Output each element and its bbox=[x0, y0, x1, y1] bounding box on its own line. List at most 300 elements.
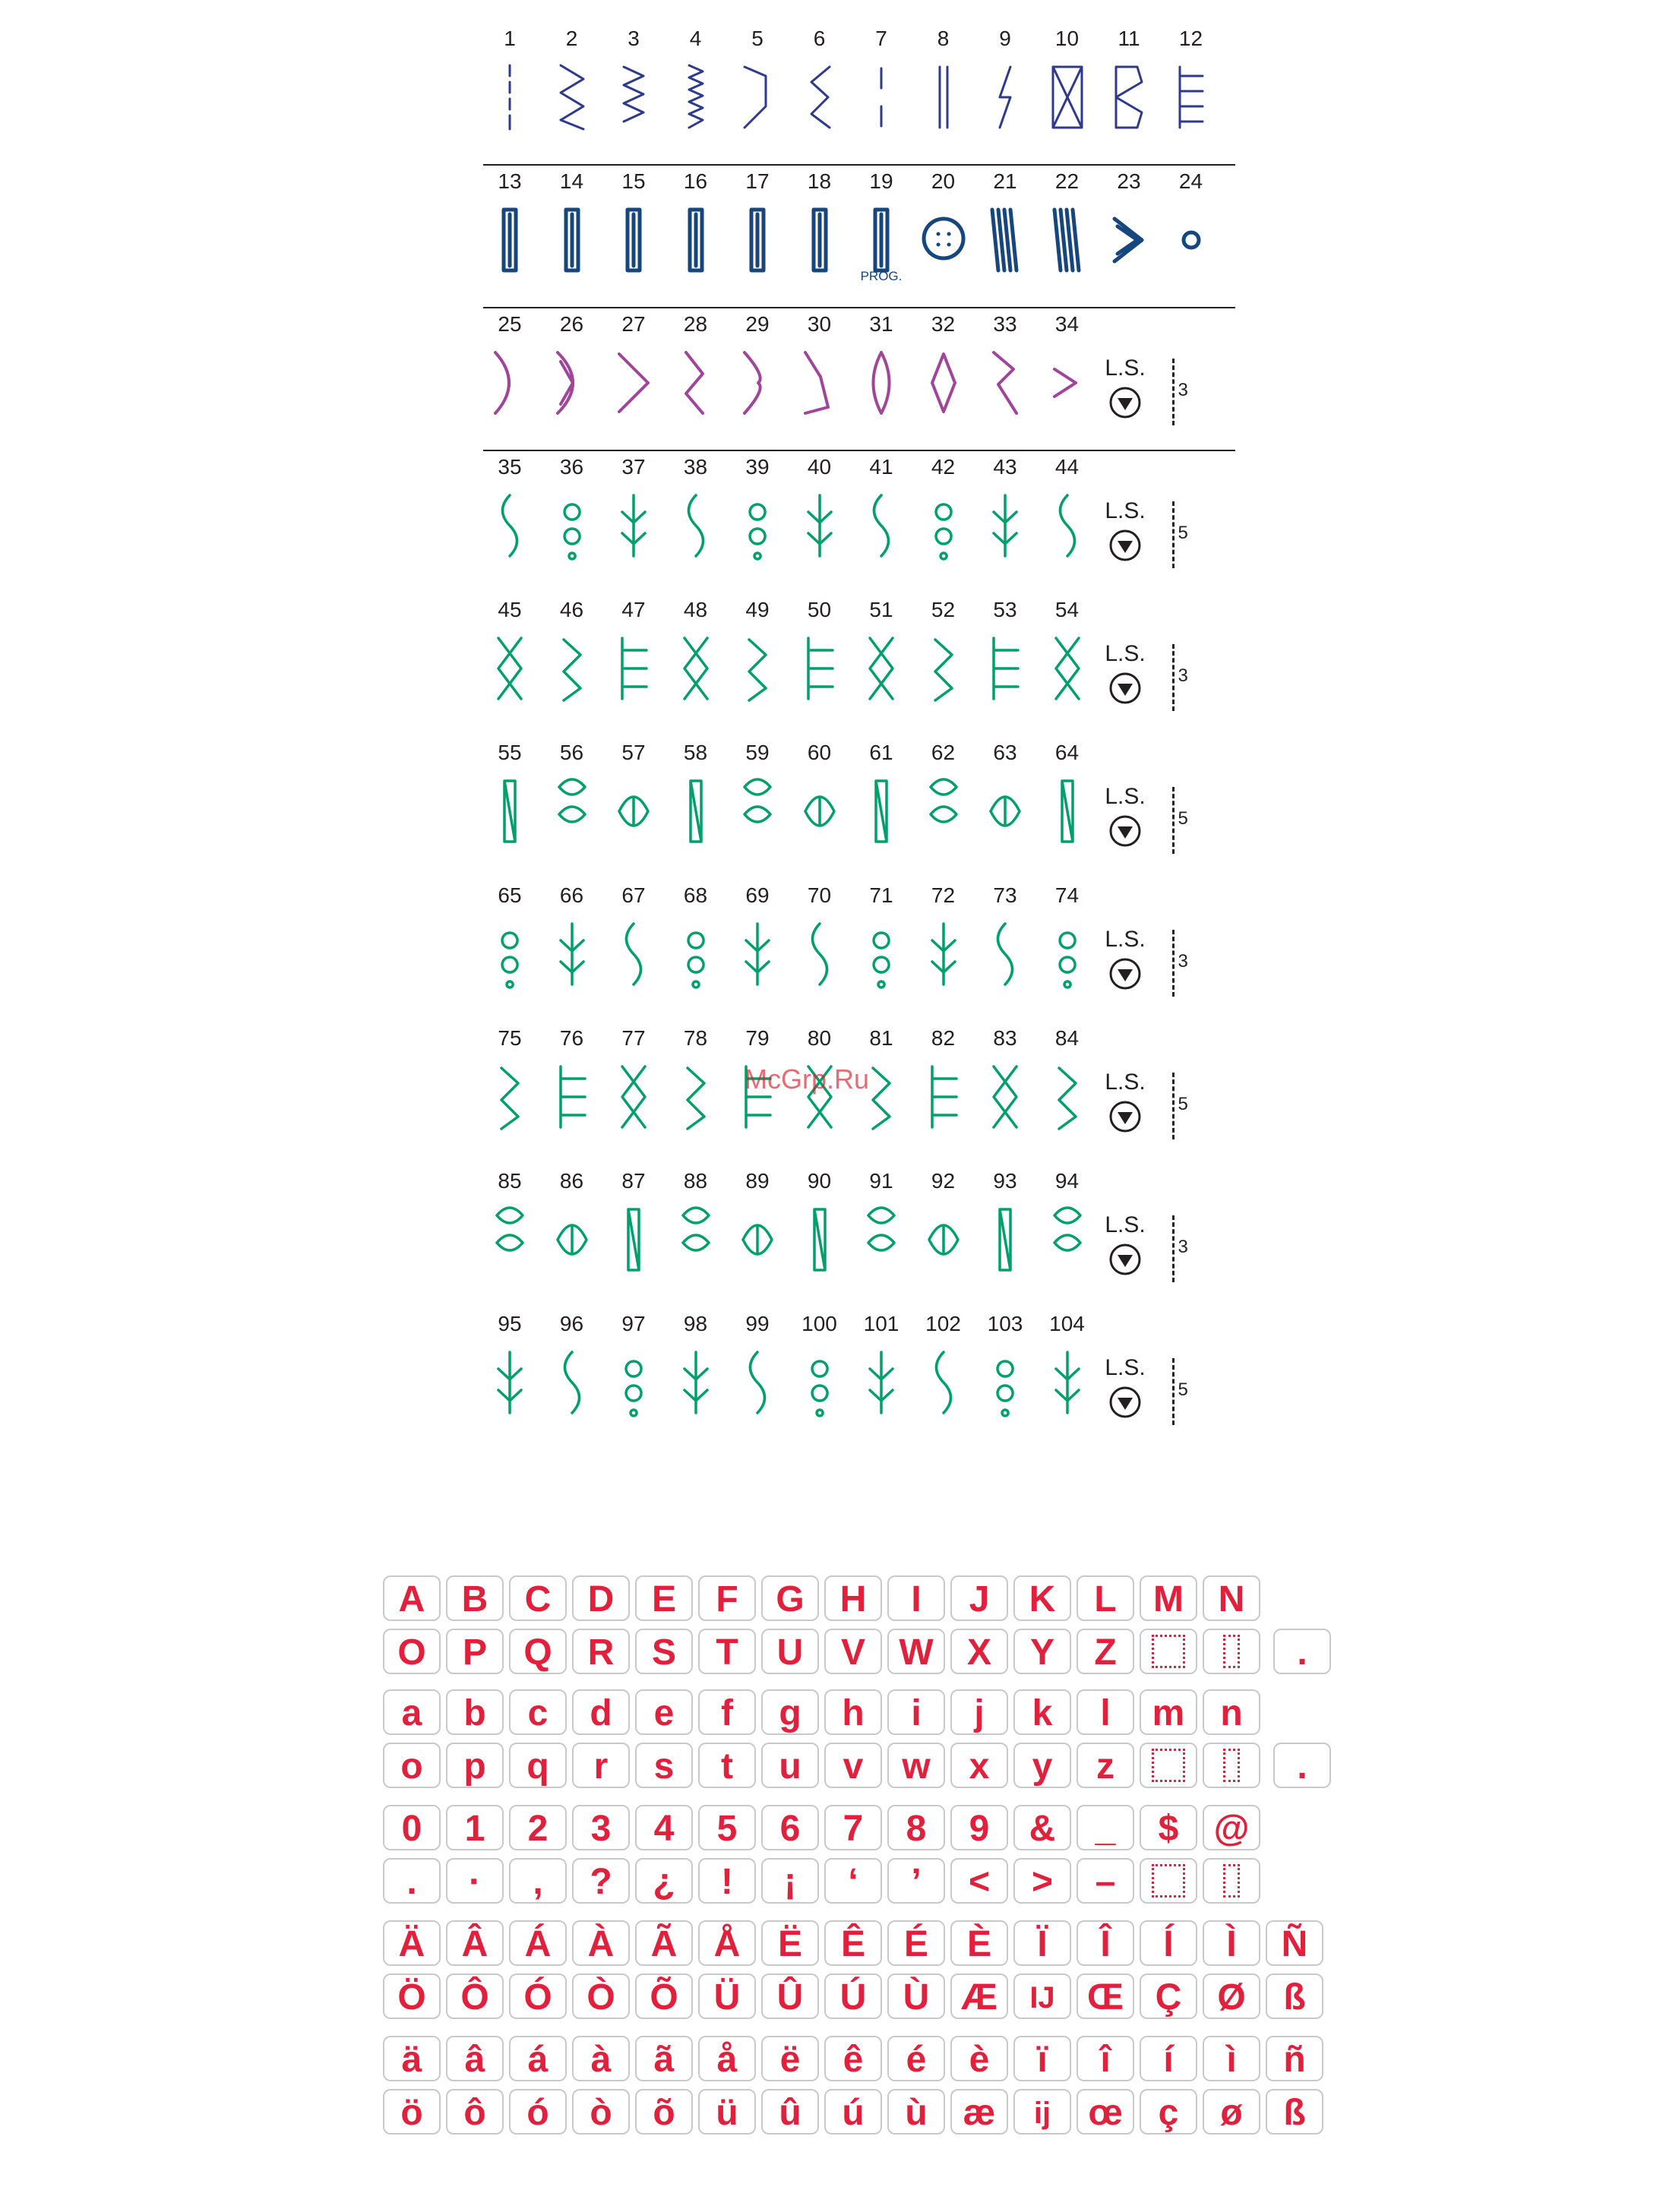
stitch-pattern-icon bbox=[735, 61, 779, 134]
stitch-cell bbox=[979, 166, 1032, 308]
prog-label: PROG. bbox=[860, 269, 903, 283]
stitch-cell bbox=[793, 166, 846, 308]
character-key[interactable]: h bbox=[824, 1689, 882, 1735]
character-key[interactable]: X bbox=[950, 1629, 1008, 1674]
character-key[interactable]: V bbox=[824, 1629, 882, 1674]
stitch-row bbox=[483, 594, 1235, 737]
character-key[interactable]: w bbox=[887, 1743, 945, 1788]
character-key[interactable]: 2 bbox=[509, 1805, 567, 1850]
character-key[interactable]: e bbox=[635, 1689, 693, 1735]
character-key[interactable]: u bbox=[761, 1743, 819, 1788]
stitch-pattern-icon bbox=[922, 775, 966, 848]
stitch-number: 3 bbox=[628, 27, 640, 50]
stitch-cell bbox=[483, 451, 536, 594]
character-key[interactable]: m bbox=[1140, 1689, 1197, 1735]
stitch-pattern-icon bbox=[798, 918, 842, 991]
character-key[interactable]: ß bbox=[1266, 2089, 1323, 2135]
key-row bbox=[383, 1629, 1333, 1682]
stitch-pattern-icon bbox=[859, 61, 903, 134]
character-key[interactable]: ô bbox=[446, 2089, 504, 2135]
stitch-cell bbox=[979, 1022, 1032, 1165]
stitch-cell bbox=[1102, 166, 1156, 308]
stitch-cell bbox=[669, 23, 722, 166]
stitch-cell bbox=[917, 451, 970, 594]
character-key[interactable]: î bbox=[1077, 2036, 1134, 2081]
stitch-number: 65 bbox=[498, 883, 522, 907]
character-key[interactable]: a bbox=[383, 1689, 441, 1735]
character-key[interactable]: ‘ bbox=[824, 1858, 882, 1904]
character-key[interactable]: ¡ bbox=[761, 1858, 819, 1904]
stitch-cell bbox=[1102, 23, 1156, 166]
character-key[interactable]: ö bbox=[383, 2089, 441, 2135]
character-key[interactable]: Û bbox=[761, 1973, 819, 2019]
stitch-cell bbox=[917, 166, 970, 308]
stitch-pattern-icon bbox=[859, 775, 903, 848]
character-key[interactable]: c bbox=[509, 1689, 567, 1735]
character-key[interactable]: R bbox=[572, 1629, 630, 1674]
stitch-pattern-icon bbox=[612, 204, 656, 276]
space-narrow-icon bbox=[1223, 1635, 1240, 1668]
character-key[interactable]: Ü bbox=[698, 1973, 756, 2019]
character-key[interactable]: Ï bbox=[1013, 1920, 1071, 1966]
character-key[interactable]: W bbox=[887, 1629, 945, 1674]
character-key[interactable]: 9 bbox=[950, 1805, 1008, 1850]
ls-indicator bbox=[1095, 356, 1156, 431]
character-key[interactable]: Ñ bbox=[1266, 1920, 1323, 1966]
character-key[interactable]: Ä bbox=[383, 1920, 441, 1966]
character-key[interactable]: l bbox=[1077, 1689, 1134, 1735]
stitch-pattern-icon bbox=[612, 1203, 656, 1276]
character-key[interactable]: É bbox=[887, 1920, 945, 1966]
character-key[interactable]: ñ bbox=[1266, 2036, 1323, 2081]
stitch-cell bbox=[1041, 23, 1094, 166]
space-wide-icon bbox=[1152, 1749, 1185, 1782]
stitch-cell bbox=[607, 880, 660, 1022]
character-key[interactable]: B bbox=[446, 1575, 504, 1621]
character-key[interactable]: Ã bbox=[635, 1920, 693, 1966]
length-marker bbox=[1166, 501, 1197, 571]
character-key[interactable]: Ò bbox=[572, 1973, 630, 2019]
character-key[interactable]: g bbox=[761, 1689, 819, 1735]
character-key[interactable] bbox=[1140, 1743, 1197, 1788]
character-key[interactable]: 5 bbox=[698, 1805, 756, 1850]
stitch-row bbox=[483, 451, 1235, 594]
character-key[interactable]: ä bbox=[383, 2036, 441, 2081]
character-key[interactable]: G bbox=[761, 1575, 819, 1621]
stitch-number: 92 bbox=[931, 1169, 956, 1193]
stitch-pattern-icon bbox=[488, 1060, 532, 1133]
stitch-pattern-icon bbox=[798, 489, 842, 562]
stitch-cell bbox=[669, 451, 722, 594]
character-key[interactable]: x bbox=[950, 1743, 1008, 1788]
character-key[interactable]: ß bbox=[1266, 1973, 1323, 2019]
character-key[interactable]: M bbox=[1140, 1575, 1197, 1621]
stitch-number: 27 bbox=[621, 312, 646, 336]
character-key[interactable] bbox=[1140, 1858, 1197, 1904]
stitch-pattern-icon bbox=[983, 1346, 1027, 1419]
character-key[interactable]: O bbox=[383, 1629, 441, 1674]
stitch-cell bbox=[793, 1165, 846, 1308]
stitch-pattern-icon bbox=[488, 918, 532, 991]
down-arrow-circle-icon bbox=[1108, 1243, 1142, 1276]
stitch-number: 22 bbox=[1054, 169, 1080, 193]
stitch-cell bbox=[855, 166, 908, 308]
character-key[interactable]: E bbox=[635, 1575, 693, 1621]
character-key[interactable]: 0 bbox=[383, 1805, 441, 1850]
character-key[interactable]: y bbox=[1013, 1743, 1071, 1788]
character-key[interactable]: ij bbox=[1013, 2089, 1071, 2135]
stitch-number: 48 bbox=[683, 598, 708, 621]
character-key[interactable]: è bbox=[950, 2036, 1008, 2081]
character-key[interactable]: S bbox=[635, 1629, 693, 1674]
stitch-cell bbox=[1041, 1165, 1094, 1308]
stitch-pattern-icon bbox=[488, 1346, 532, 1419]
character-key[interactable]: $ bbox=[1140, 1805, 1197, 1850]
stitch-pattern-icon bbox=[550, 204, 594, 276]
stitch-pattern-icon bbox=[674, 1060, 718, 1133]
stitch-cell bbox=[545, 166, 599, 308]
character-key[interactable]: œ bbox=[1077, 2089, 1134, 2135]
character-key[interactable]: i bbox=[887, 1689, 945, 1735]
character-key[interactable]: @ bbox=[1203, 1805, 1260, 1850]
character-key[interactable]: b bbox=[446, 1689, 504, 1735]
character-key[interactable]: Ë bbox=[761, 1920, 819, 1966]
stitch-number: 89 bbox=[745, 1169, 770, 1193]
stitch-number: 9 bbox=[999, 27, 1011, 50]
character-key[interactable]: È bbox=[950, 1920, 1008, 1966]
length-dash-line bbox=[1172, 787, 1175, 854]
length-value: 3 bbox=[1178, 951, 1188, 972]
stitch-cell bbox=[483, 880, 536, 1022]
stitch-number: 88 bbox=[683, 1169, 708, 1193]
character-key[interactable] bbox=[1203, 1629, 1260, 1674]
character-key[interactable]: Ô bbox=[446, 1973, 504, 2019]
stitch-cell bbox=[731, 308, 784, 451]
stitch-number: 28 bbox=[683, 312, 708, 336]
character-key[interactable]: J bbox=[950, 1575, 1008, 1621]
stitch-number: 52 bbox=[931, 598, 956, 621]
stitch-pattern-icon bbox=[674, 61, 718, 134]
stitch-pattern-icon bbox=[859, 1203, 903, 1276]
length-dash-line bbox=[1172, 644, 1175, 711]
length-value: 5 bbox=[1178, 1379, 1188, 1400]
stitch-number: 70 bbox=[807, 883, 832, 907]
stitch-number: 47 bbox=[621, 598, 646, 621]
character-key[interactable]: 6 bbox=[761, 1805, 819, 1850]
character-key[interactable]: < bbox=[950, 1858, 1008, 1904]
stitch-cell bbox=[483, 1165, 536, 1308]
character-key[interactable]: À bbox=[572, 1920, 630, 1966]
character-key[interactable]: C bbox=[509, 1575, 567, 1621]
character-key[interactable]: 1 bbox=[446, 1805, 504, 1850]
character-key[interactable]: 8 bbox=[887, 1805, 945, 1850]
character-key[interactable]: ü bbox=[698, 2089, 756, 2135]
character-key[interactable]: . bbox=[1273, 1743, 1331, 1788]
stitch-number: 45 bbox=[498, 598, 522, 621]
character-key[interactable]: L bbox=[1077, 1575, 1134, 1621]
character-key[interactable] bbox=[1140, 1629, 1197, 1674]
character-key[interactable]: j bbox=[950, 1689, 1008, 1735]
stitch-number: 96 bbox=[559, 1312, 584, 1335]
character-key[interactable]: Q bbox=[509, 1629, 567, 1674]
stitch-pattern-icon bbox=[859, 632, 903, 705]
character-key[interactable]: IJ bbox=[1013, 1973, 1071, 2019]
stitch-row bbox=[483, 308, 1235, 451]
character-key[interactable]: . bbox=[383, 1858, 441, 1904]
stitch-number: 20 bbox=[931, 169, 956, 193]
stitch-pattern-icon bbox=[922, 1203, 966, 1276]
character-key[interactable]: t bbox=[698, 1743, 756, 1788]
stitch-cell bbox=[1041, 737, 1094, 880]
character-key[interactable]: ë bbox=[761, 2036, 819, 2081]
stitch-number: 71 bbox=[869, 883, 893, 907]
ls-label: L.S. bbox=[1105, 356, 1146, 381]
stitch-number: 24 bbox=[1178, 169, 1203, 193]
character-key[interactable]: · bbox=[446, 1858, 504, 1904]
character-key[interactable]: Ú bbox=[824, 1973, 882, 2019]
stitch-cell bbox=[669, 308, 722, 451]
space-narrow-icon bbox=[1223, 1749, 1240, 1782]
length-value: 3 bbox=[1178, 665, 1188, 686]
key-row bbox=[383, 1920, 1333, 1973]
stitch-cell bbox=[731, 1165, 784, 1308]
stitch-cell bbox=[979, 880, 1032, 1022]
character-key[interactable]: ã bbox=[635, 2036, 693, 2081]
stitch-pattern-icon bbox=[612, 489, 656, 562]
character-key[interactable]: Œ bbox=[1077, 1973, 1134, 2019]
stitch-number: 15 bbox=[621, 169, 646, 193]
stitch-cell bbox=[1041, 880, 1094, 1022]
character-key[interactable]: ú bbox=[824, 2089, 882, 2135]
character-key[interactable]: z bbox=[1077, 1743, 1134, 1788]
stitch-cell bbox=[607, 1165, 660, 1308]
character-key[interactable]: o bbox=[383, 1743, 441, 1788]
stitch-number: 60 bbox=[807, 741, 832, 764]
character-key[interactable]: – bbox=[1077, 1858, 1134, 1904]
character-key[interactable]: ù bbox=[887, 2089, 945, 2135]
stitch-pattern-icon bbox=[1045, 1346, 1089, 1419]
length-dash-line bbox=[1172, 930, 1175, 997]
character-key[interactable]: D bbox=[572, 1575, 630, 1621]
stitch-number: 102 bbox=[925, 1312, 961, 1335]
stitch-pattern-icon bbox=[983, 1203, 1027, 1276]
stitch-pattern-icon bbox=[1045, 775, 1089, 848]
space-wide-icon bbox=[1152, 1864, 1185, 1898]
stitch-number: 29 bbox=[745, 312, 770, 336]
character-key[interactable]: & bbox=[1013, 1805, 1071, 1850]
length-marker bbox=[1166, 1358, 1197, 1428]
character-key[interactable]: f bbox=[698, 1689, 756, 1735]
stitch-chart bbox=[483, 23, 1235, 1451]
character-key[interactable]: , bbox=[509, 1858, 567, 1904]
stitch-number: 16 bbox=[683, 169, 708, 193]
character-key[interactable]: P bbox=[446, 1629, 504, 1674]
character-key[interactable]: á bbox=[509, 2036, 567, 2081]
stitch-number: 80 bbox=[807, 1026, 832, 1050]
stitch-cell bbox=[731, 880, 784, 1022]
character-key[interactable]: ! bbox=[698, 1858, 756, 1904]
stitch-cell bbox=[669, 737, 722, 880]
stitch-pattern-icon bbox=[612, 1060, 656, 1133]
down-arrow-circle-icon bbox=[1108, 672, 1142, 705]
stitch-number: 39 bbox=[745, 455, 770, 479]
character-key[interactable]: Å bbox=[698, 1920, 756, 1966]
character-key[interactable]: . bbox=[1273, 1629, 1331, 1674]
character-key[interactable]: p bbox=[446, 1743, 504, 1788]
stitch-number: 53 bbox=[993, 598, 1017, 621]
stitch-number: 100 bbox=[801, 1312, 837, 1335]
down-arrow-circle-icon bbox=[1108, 386, 1142, 419]
character-key[interactable]: n bbox=[1203, 1689, 1260, 1735]
key-row bbox=[383, 1743, 1333, 1796]
character-key[interactable]: ç bbox=[1140, 2089, 1197, 2135]
character-key[interactable]: Á bbox=[509, 1920, 567, 1966]
character-key[interactable]: 7 bbox=[824, 1805, 882, 1850]
character-key[interactable]: s bbox=[635, 1743, 693, 1788]
stitch-row bbox=[483, 166, 1235, 308]
stitch-cell bbox=[855, 451, 908, 594]
character-key[interactable] bbox=[1203, 1743, 1260, 1788]
stitch-number: 32 bbox=[931, 312, 956, 336]
stitch-cell bbox=[607, 1308, 660, 1451]
stitch-pattern-icon bbox=[488, 61, 532, 134]
character-key[interactable]: é bbox=[887, 2036, 945, 2081]
character-key[interactable]: Y bbox=[1013, 1629, 1071, 1674]
length-dash-line bbox=[1172, 1358, 1175, 1425]
stitch-cell bbox=[1041, 451, 1094, 594]
character-key[interactable]: Ó bbox=[509, 1973, 567, 2019]
character-key[interactable]: A bbox=[383, 1575, 441, 1621]
stitch-pattern-icon bbox=[859, 204, 903, 276]
down-arrow-circle-icon bbox=[1108, 957, 1142, 991]
character-key[interactable]: Â bbox=[446, 1920, 504, 1966]
stitch-cell bbox=[917, 1165, 970, 1308]
ls-label: L.S. bbox=[1105, 927, 1146, 952]
stitch-cell bbox=[979, 23, 1032, 166]
character-key[interactable]: ’ bbox=[887, 1858, 945, 1904]
character-key[interactable]: ê bbox=[824, 2036, 882, 2081]
key-row bbox=[383, 1575, 1333, 1629]
stitch-number: 59 bbox=[745, 741, 770, 764]
stitch-cell bbox=[793, 737, 846, 880]
stitch-pattern-icon bbox=[983, 489, 1027, 562]
stitch-pattern-icon bbox=[798, 1203, 842, 1276]
character-key[interactable]: 4 bbox=[635, 1805, 693, 1850]
character-key[interactable]: > bbox=[1013, 1858, 1071, 1904]
ls-indicator bbox=[1095, 784, 1156, 860]
stitch-cell bbox=[917, 594, 970, 737]
length-dash-line bbox=[1172, 1073, 1175, 1139]
character-key[interactable]: v bbox=[824, 1743, 882, 1788]
character-key[interactable]: T bbox=[698, 1629, 756, 1674]
stitch-number: 31 bbox=[869, 312, 893, 336]
character-key[interactable]: q bbox=[509, 1743, 567, 1788]
character-key[interactable]: ï bbox=[1013, 2036, 1071, 2081]
ls-label: L.S. bbox=[1105, 641, 1146, 666]
stitch-pattern-icon bbox=[1045, 1203, 1089, 1276]
stitch-cell bbox=[793, 451, 846, 594]
character-key[interactable]: K bbox=[1013, 1575, 1071, 1621]
character-key[interactable]: N bbox=[1203, 1575, 1260, 1621]
stitch-number: 94 bbox=[1054, 1169, 1080, 1193]
stitch-number: 38 bbox=[683, 455, 708, 479]
character-key[interactable]: Ì bbox=[1203, 1920, 1260, 1966]
character-key[interactable]: k bbox=[1013, 1689, 1071, 1735]
key-row bbox=[383, 2089, 1333, 2142]
character-key[interactable]: Õ bbox=[635, 1973, 693, 2019]
stitch-pattern-icon bbox=[674, 632, 718, 705]
character-key[interactable]: r bbox=[572, 1743, 630, 1788]
stitch-cell bbox=[669, 594, 722, 737]
character-key[interactable]: â bbox=[446, 2036, 504, 2081]
character-key[interactable]: Í bbox=[1140, 1920, 1197, 1966]
character-key[interactable]: Ö bbox=[383, 1973, 441, 2019]
character-key[interactable]: H bbox=[824, 1575, 882, 1621]
stitch-cell bbox=[483, 308, 536, 451]
stitch-cell bbox=[545, 451, 599, 594]
stitch-number: 82 bbox=[931, 1026, 956, 1050]
character-key[interactable]: _ bbox=[1077, 1805, 1134, 1850]
stitch-pattern-icon bbox=[983, 918, 1027, 991]
character-key[interactable]: 3 bbox=[572, 1805, 630, 1850]
character-key[interactable]: Ø bbox=[1203, 1973, 1260, 2019]
character-key[interactable]: Ê bbox=[824, 1920, 882, 1966]
character-key[interactable]: õ bbox=[635, 2089, 693, 2135]
stitch-number: 36 bbox=[559, 455, 584, 479]
stitch-row bbox=[483, 23, 1235, 166]
character-key[interactable]: Ç bbox=[1140, 1973, 1197, 2019]
character-key[interactable]: å bbox=[698, 2036, 756, 2081]
character-key[interactable] bbox=[1203, 1858, 1260, 1904]
ls-label: L.S. bbox=[1105, 1212, 1146, 1237]
stitch-pattern-icon bbox=[550, 918, 594, 991]
stitch-number: 66 bbox=[559, 883, 584, 907]
character-key[interactable]: ó bbox=[509, 2089, 567, 2135]
stitch-pattern-icon bbox=[859, 918, 903, 991]
character-key[interactable]: ò bbox=[572, 2089, 630, 2135]
stitch-pattern-icon bbox=[550, 489, 594, 562]
stitch-number: 19 bbox=[869, 169, 893, 193]
character-key[interactable]: í bbox=[1140, 2036, 1197, 2081]
character-key[interactable]: d bbox=[572, 1689, 630, 1735]
character-key[interactable]: ø bbox=[1203, 2089, 1260, 2135]
character-key[interactable]: U bbox=[761, 1629, 819, 1674]
stitch-number: 50 bbox=[807, 598, 832, 621]
stitch-cell bbox=[669, 1022, 722, 1165]
character-key[interactable]: ? bbox=[572, 1858, 630, 1904]
stitch-cell bbox=[545, 594, 599, 737]
character-key[interactable]: à bbox=[572, 2036, 630, 2081]
character-key[interactable]: Æ bbox=[950, 1973, 1008, 2019]
character-key[interactable]: ¿ bbox=[635, 1858, 693, 1904]
stitch-number: 21 bbox=[993, 169, 1017, 193]
stitch-row bbox=[483, 880, 1235, 1022]
character-key[interactable]: F bbox=[698, 1575, 756, 1621]
character-key[interactable]: I bbox=[887, 1575, 945, 1621]
stitch-number: 64 bbox=[1054, 741, 1080, 764]
character-key[interactable]: æ bbox=[950, 2089, 1008, 2135]
character-key[interactable]: ì bbox=[1203, 2036, 1260, 2081]
stitch-cell bbox=[979, 1165, 1032, 1308]
character-key[interactable]: Ù bbox=[887, 1973, 945, 2019]
stitch-pattern-icon bbox=[735, 775, 779, 848]
stitch-number: 10 bbox=[1054, 27, 1080, 50]
character-key[interactable]: Z bbox=[1077, 1629, 1134, 1674]
length-marker bbox=[1166, 644, 1197, 714]
stitch-number: 40 bbox=[807, 455, 832, 479]
character-key[interactable]: Î bbox=[1077, 1920, 1134, 1966]
character-key[interactable]: û bbox=[761, 2089, 819, 2135]
